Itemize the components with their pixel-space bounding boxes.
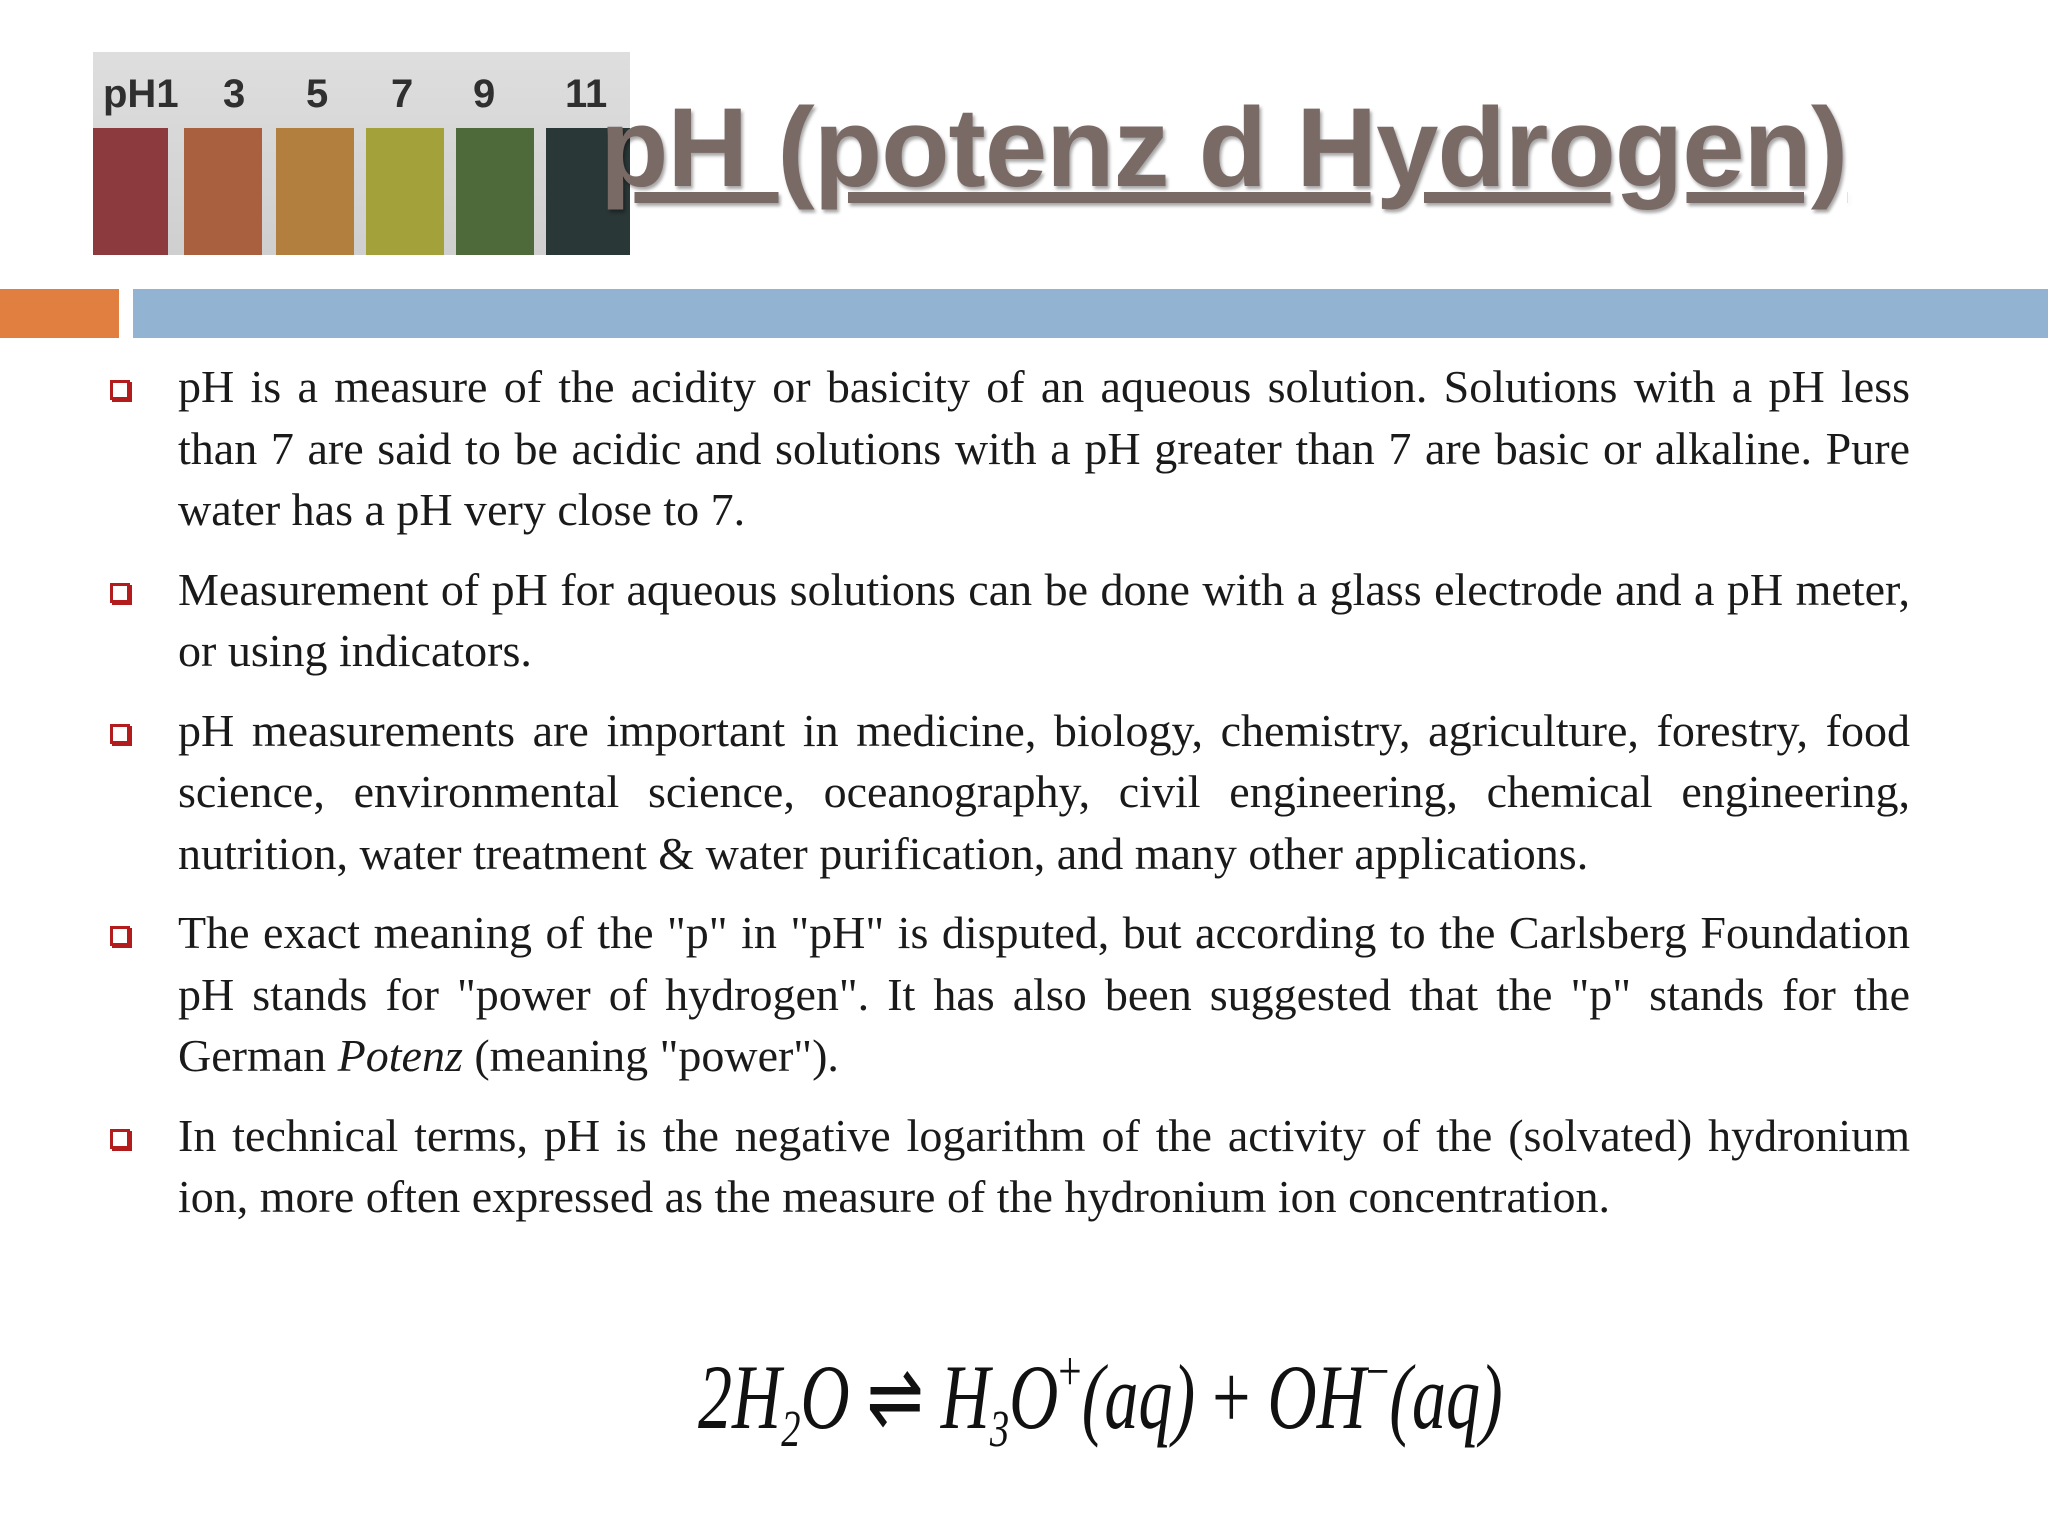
ph-label-1: pH1 — [103, 72, 179, 116]
ph-swatch — [456, 128, 534, 255]
slide-title: pH (potenz d Hydrogen) — [600, 85, 1848, 210]
eq-term: O — [800, 1346, 850, 1448]
ph-swatch — [184, 128, 262, 255]
ph-label-9: 9 — [473, 72, 496, 116]
eq-superscript: − — [1365, 1341, 1390, 1403]
ph-swatch — [366, 128, 444, 255]
eq-term: (aq) — [1389, 1346, 1503, 1448]
bullet-text: Measurement of pH for aqueous solutions can be done with a glass electrode and a pH meter, or using indicators. — [178, 563, 1910, 676]
bullet-item — [110, 356, 1910, 541]
accent-bar-orange — [0, 289, 119, 338]
eq-term: OH — [1267, 1346, 1366, 1448]
accent-bar-blue — [133, 289, 2048, 338]
bullet-text: pH is a measure of the acidity or basicity of an aqueous solution. Solutions with a pH less than 7 are said to be acidic and solutions with a pH greater than 7 are basic or alkaline. Pure water has a pH very close to 7. — [178, 361, 1910, 535]
square-bullet-icon — [110, 926, 130, 946]
bullet-item — [110, 902, 1910, 1087]
bullet-text-part: The exact meaning of the "p" in "pH" is disputed, but according to the Carlsberg Foundation pH stands for "power of hydrogen". It has also been suggested that the "p" stands for the German — [178, 907, 1910, 1081]
square-bullet-icon — [110, 724, 130, 744]
square-bullet-icon — [110, 1129, 130, 1149]
ph-swatch — [93, 128, 168, 255]
bullet-text: In technical terms, pH is the negative logarithm of the activity of the (solvated) hydronium ion, more often expressed as the measure of the hydronium ion concentration. — [178, 1109, 1910, 1222]
eq-subscript: 2 — [781, 1401, 801, 1458]
bullet-text — [178, 902, 1910, 1087]
water-autoionization-equation — [698, 1322, 1503, 1480]
eq-term: O — [1009, 1346, 1059, 1448]
square-bullet-icon — [110, 380, 130, 400]
ph-label-11: 11 — [565, 72, 608, 116]
bullet-list — [110, 356, 1910, 1246]
bullet-text: pH measurements are important in medicine, biology, chemistry, agriculture, forestry, food science, environmental science, oceanography, civil engineering, chemical engineering, nutrition, water treatment & water purification, and many other applications. — [178, 704, 1910, 879]
ph-label-5: 5 — [306, 72, 329, 116]
bullet-text-italic: Potenz — [337, 1030, 463, 1081]
square-bullet-icon — [110, 583, 130, 603]
eq-term: H — [940, 1346, 990, 1448]
eq-subscript: 3 — [989, 1401, 1010, 1458]
ph-indicator-image — [93, 52, 630, 255]
eq-term: 2H — [698, 1346, 782, 1448]
equilibrium-arrow-icon: ⇌ — [866, 1346, 924, 1448]
eq-superscript: + — [1058, 1341, 1082, 1403]
bullet-item — [110, 700, 1910, 885]
bullet-item — [110, 559, 1910, 682]
bullet-text-part: (meaning "power"). — [462, 1030, 839, 1081]
eq-term: (aq) — [1081, 1346, 1196, 1448]
ph-scale-labels — [93, 72, 630, 122]
ph-swatch — [276, 128, 354, 255]
bullet-item — [110, 1105, 1910, 1228]
ph-label-7: 7 — [391, 72, 414, 116]
eq-operator: + — [1212, 1346, 1251, 1448]
ph-label-3: 3 — [223, 72, 246, 116]
